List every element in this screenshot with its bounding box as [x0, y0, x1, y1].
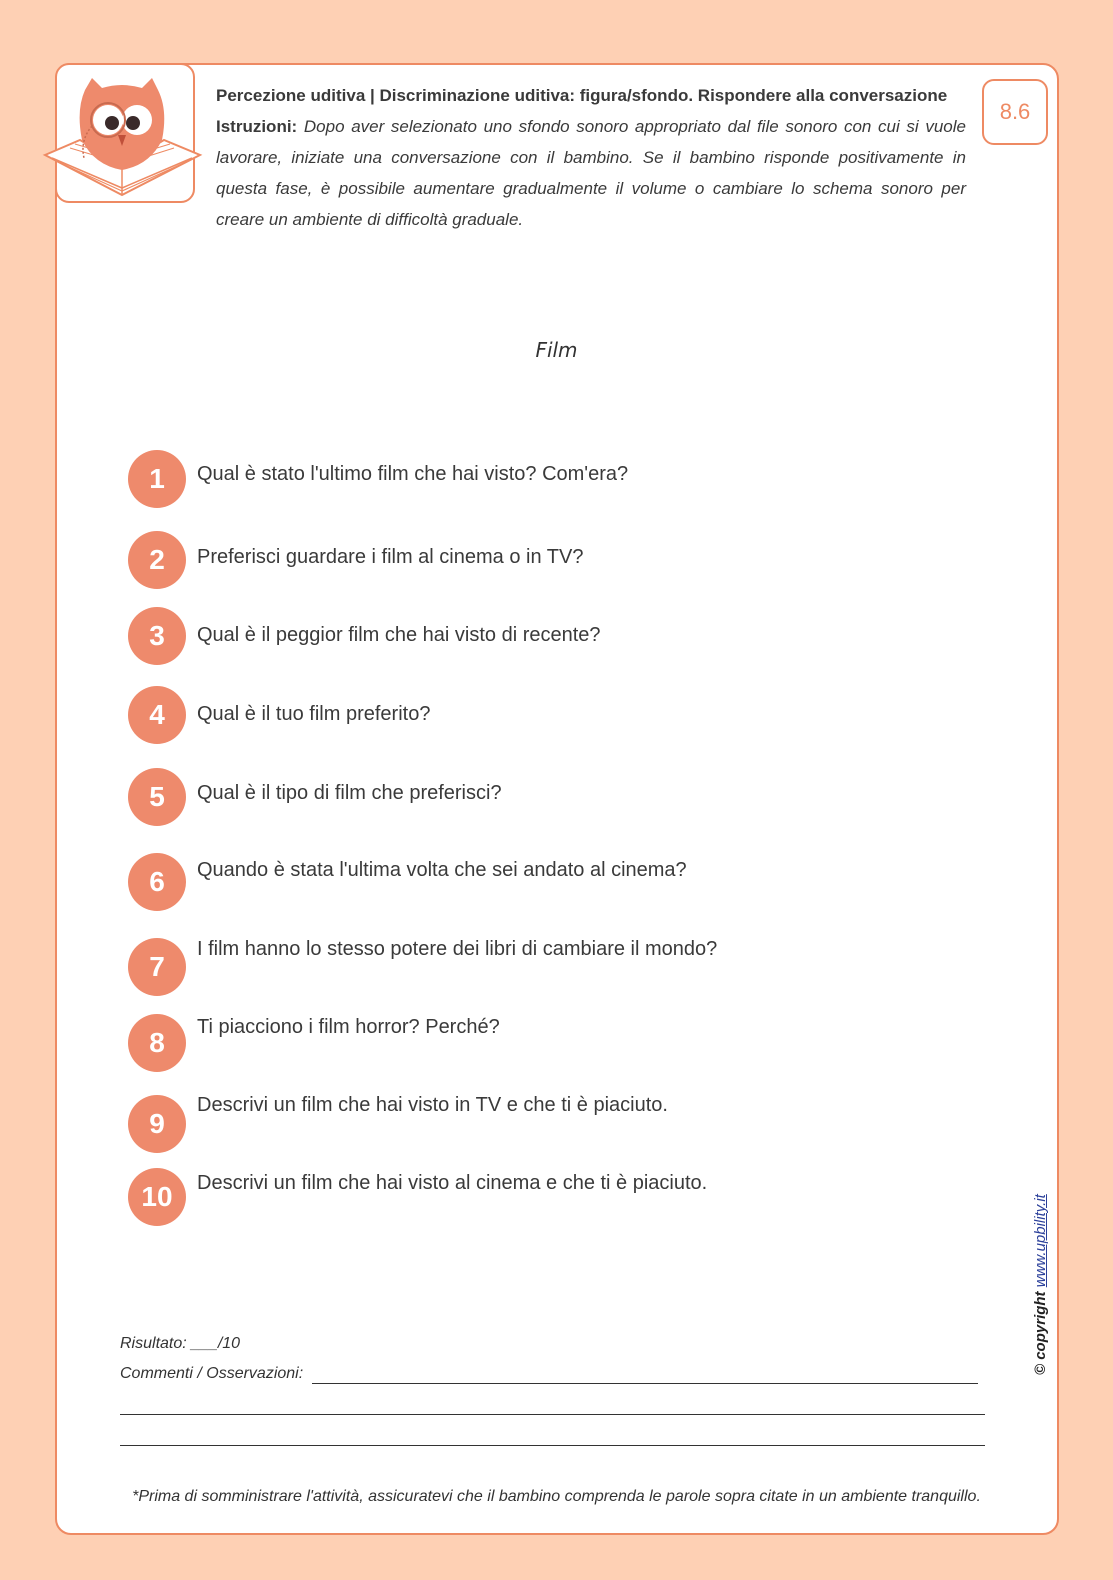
- question-number-badge: 9: [128, 1095, 186, 1153]
- question-number-badge: 3: [128, 607, 186, 665]
- question-text: Preferisci guardare i film al cinema o in TV?: [197, 546, 584, 568]
- comments-line[interactable]: [312, 1383, 978, 1384]
- question-item: [128, 450, 828, 510]
- activity-title: Percezione uditiva | Discriminazione uditiva: figura/sfondo. Rispondere alla conversazione: [216, 86, 948, 105]
- question-text: Qual è il tipo di film che preferisci?: [197, 782, 502, 804]
- copyright-link[interactable]: www.upbility.it: [1032, 1194, 1049, 1288]
- copyright-label: © copyright: [1032, 1291, 1049, 1375]
- question-number-badge: 5: [128, 768, 186, 826]
- question-number-badge: 7: [128, 938, 186, 996]
- question-item: [128, 607, 828, 667]
- activity-header: [216, 80, 966, 235]
- owl-book-logo-icon: [40, 70, 205, 205]
- question-text: Ti piacciono i film horror? Perché?: [197, 1016, 500, 1038]
- question-text: Descrivi un film che hai visto in TV e che ti è piaciuto.: [197, 1094, 668, 1116]
- question-item: [128, 531, 828, 591]
- question-number-badge: 2: [128, 531, 186, 589]
- comments-line[interactable]: [120, 1414, 985, 1415]
- question-number-badge: 1: [128, 450, 186, 508]
- footnote: *Prima di somministrare l'attività, assicuratevi che il bambino comprenda le parole sopra citate in un ambiente tranquillo.: [132, 1488, 981, 1505]
- result-score: Risultato: ___/10: [120, 1335, 241, 1352]
- instructions-text: Dopo aver selezionato uno sfondo sonoro appropriato dal file sonoro con cui si vuole lavorare, iniziate una conversazione con il bambino. Se il bambino risponde positivamente in questa fase, è possibile aumentare gradualmente il volume o cambiare lo schema sonoro per creare un ambiente di difficoltà graduale.: [216, 117, 966, 229]
- question-text: Qual è il peggior film che hai visto di recente?: [197, 624, 601, 646]
- question-item: [128, 853, 828, 913]
- question-item: [128, 686, 828, 746]
- activity-code-badge: 8.6: [982, 79, 1048, 145]
- instructions: [216, 111, 966, 235]
- question-item: [128, 938, 828, 998]
- question-number-badge: 8: [128, 1014, 186, 1072]
- question-text: Qual è il tuo film preferito?: [197, 703, 431, 725]
- question-item: [128, 1014, 828, 1074]
- instructions-label: Istruzioni:: [216, 117, 298, 136]
- topic-title: Film: [535, 338, 578, 362]
- comments-label: Commenti / Osservazioni:: [120, 1365, 304, 1382]
- question-text: I film hanno lo stesso potere dei libri di cambiare il mondo?: [197, 938, 718, 960]
- question-number-badge: 6: [128, 853, 186, 911]
- question-text: Qual è stato l'ultimo film che hai visto? Com'era?: [197, 463, 629, 485]
- question-item: [128, 1095, 828, 1155]
- question-text: Quando è stata l'ultima volta che sei andato al cinema?: [197, 859, 687, 881]
- comments-line[interactable]: [120, 1445, 985, 1446]
- question-item: [128, 1168, 828, 1228]
- question-text: Descrivi un film che hai visto al cinema e che ti è piaciuto.: [197, 1172, 708, 1194]
- question-number-badge: 4: [128, 686, 186, 744]
- question-item: [128, 768, 828, 828]
- copyright-notice: [1032, 1194, 1049, 1375]
- question-number-badge: 10: [128, 1168, 186, 1226]
